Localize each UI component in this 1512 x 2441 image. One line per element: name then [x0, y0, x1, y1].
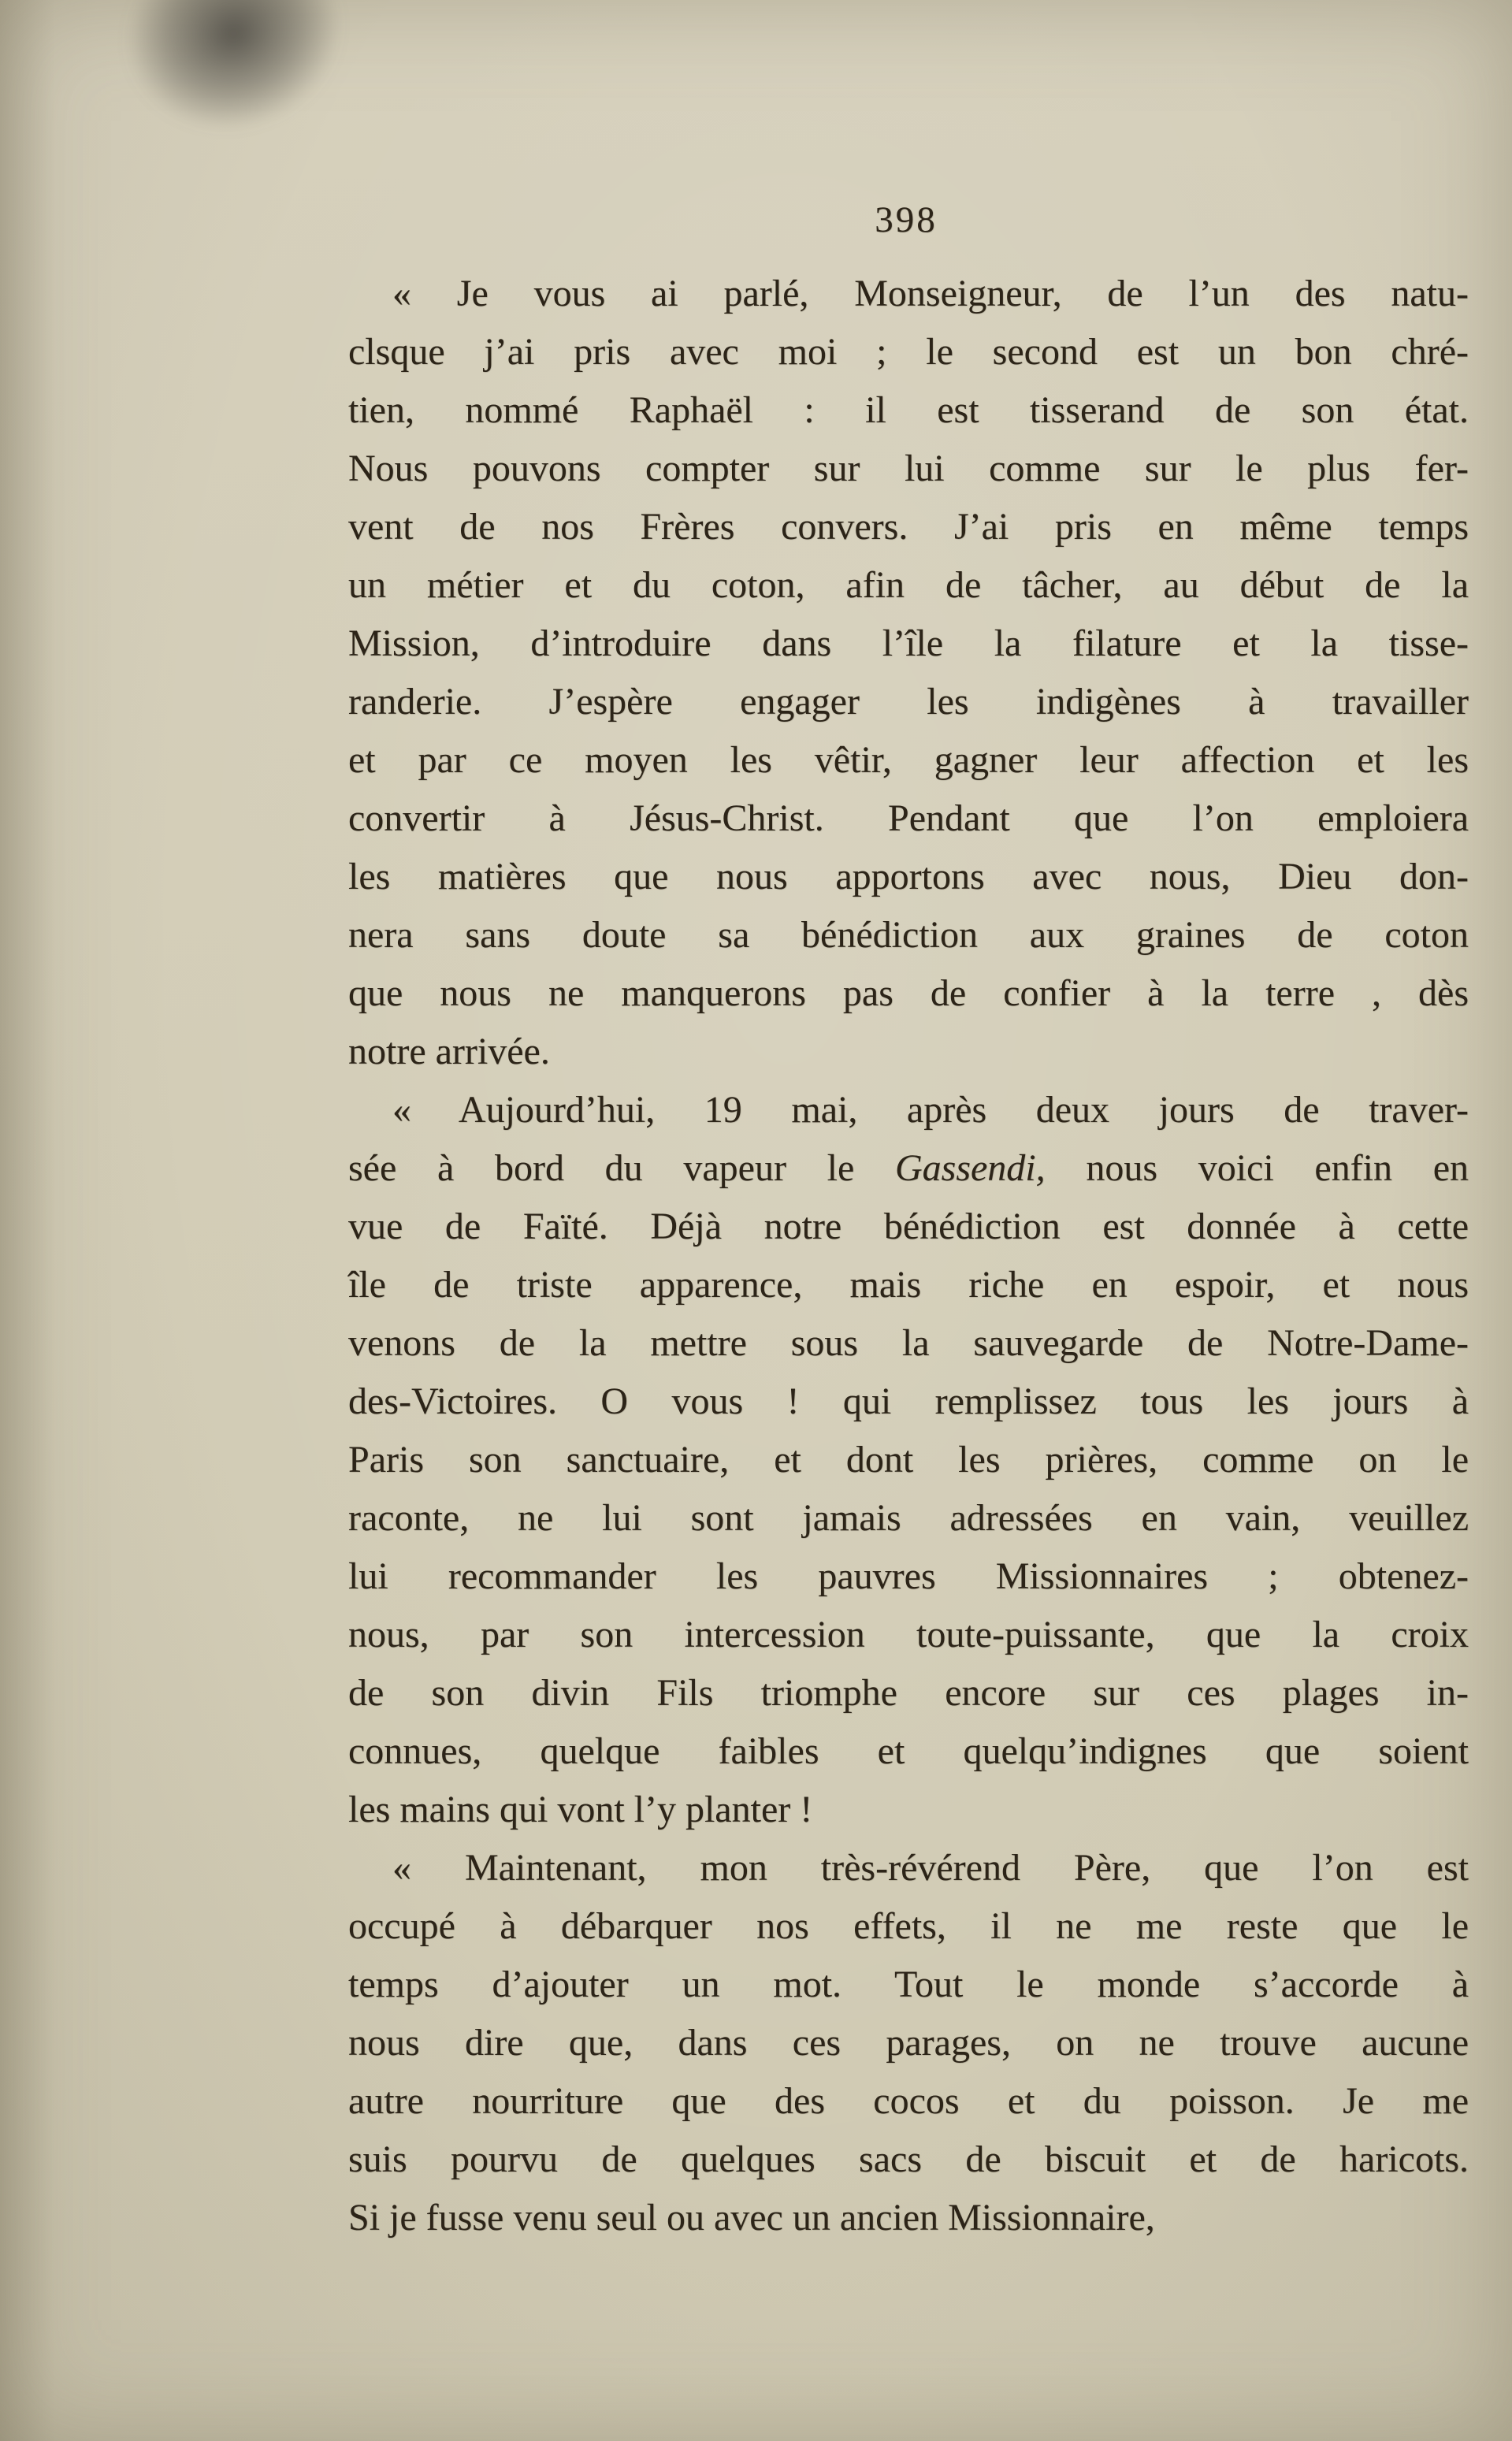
- text-line: temps d’ajouter un mot. Tout le monde s’accorde à: [348, 1964, 1469, 2005]
- text-line: randerie. J’espère engager les indigènes à travailler: [348, 681, 1469, 723]
- text-line: de son divin Fils triomphe encore sur ces plages in-: [348, 1672, 1469, 1714]
- text-line: tien, nommé Raphaël : il est tisserand de son état.: [348, 389, 1469, 431]
- text-line: île de triste apparence, mais riche en espoir, et nous: [348, 1264, 1469, 1306]
- text-line: autre nourriture que des cocos et du poisson. Je me: [348, 2080, 1469, 2122]
- text-line: connues, quelque faibles et quelqu’indignes que soient: [348, 1730, 1469, 1772]
- text-line: lui recommander les pauvres Missionnaires ; obtenez-: [348, 1555, 1469, 1597]
- text-line: clsque j’ai pris avec moi ; le second est un bon chré-: [348, 331, 1469, 373]
- text-line: vent de nos Frères convers. J’ai pris en même temps: [348, 506, 1469, 548]
- scan-smudge-artifact: [109, 0, 363, 154]
- text-line: suis pourvu de quelques sacs de biscuit et de haricots.: [348, 2138, 1469, 2180]
- text-line: Paris son sanctuaire, et dont les prières, comme on le: [348, 1439, 1469, 1481]
- text-line: les matières que nous apportons avec nous, Dieu don-: [348, 856, 1469, 897]
- text-line: que nous ne manquerons pas de confier à la terre , dès: [348, 972, 1469, 1014]
- text-line: venons de la mettre sous la sauvegarde de Notre-Dame-: [348, 1322, 1469, 1364]
- text-line: « Je vous ai parlé, Monseigneur, de l’un des natu-: [392, 273, 1469, 314]
- text-line: raconte, ne lui sont jamais adressées en vain, veuillez: [348, 1497, 1469, 1539]
- text-line: un métier et du coton, afin de tâcher, au début de la: [348, 564, 1469, 606]
- page-number: 398: [875, 199, 938, 240]
- text-line: « Maintenant, mon très-révérend Père, que l’on est: [392, 1847, 1469, 1889]
- text-line: « Aujourd’hui, 19 mai, après deux jours de traver-: [392, 1089, 1469, 1131]
- text-line: Nous pouvons compter sur lui comme sur le plus fer-: [348, 448, 1469, 489]
- text-line: vue de Faïté. Déjà notre bénédiction est donnée à cette: [348, 1206, 1469, 1247]
- text-line: et par ce moyen les vêtir, gagner leur affection et les: [348, 739, 1469, 781]
- text-line: nera sans doute sa bénédiction aux graines de coton: [348, 914, 1469, 956]
- text-line: notre arrivée.: [348, 1031, 550, 1072]
- text-line: sée à bord du vapeur le Gassendi, nous voici enfin en: [348, 1147, 1469, 1189]
- text-line: convertir à Jésus-Christ. Pendant que l’on emploiera: [348, 797, 1469, 839]
- text-line: nous, par son intercession toute-puissante, que la croix: [348, 1614, 1469, 1655]
- text-line: les mains qui vont l’y planter !: [348, 1789, 813, 1830]
- text-line: Mission, d’introduire dans l’île la filature et la tisse-: [348, 622, 1469, 664]
- text-line: occupé à débarquer nos effets, il ne me reste que le: [348, 1905, 1469, 1947]
- text-line: des-Victoires. O vous ! qui remplissez tous les jours à: [348, 1380, 1469, 1422]
- left-edge-shadow: [0, 0, 55, 2441]
- text-line: nous dire que, dans ces parages, on ne trouve aucune: [348, 2022, 1469, 2064]
- text-block: [348, 265, 1469, 2247]
- text-line: Si je fusse venu seul ou avec un ancien Missionnaire,: [348, 2197, 1155, 2239]
